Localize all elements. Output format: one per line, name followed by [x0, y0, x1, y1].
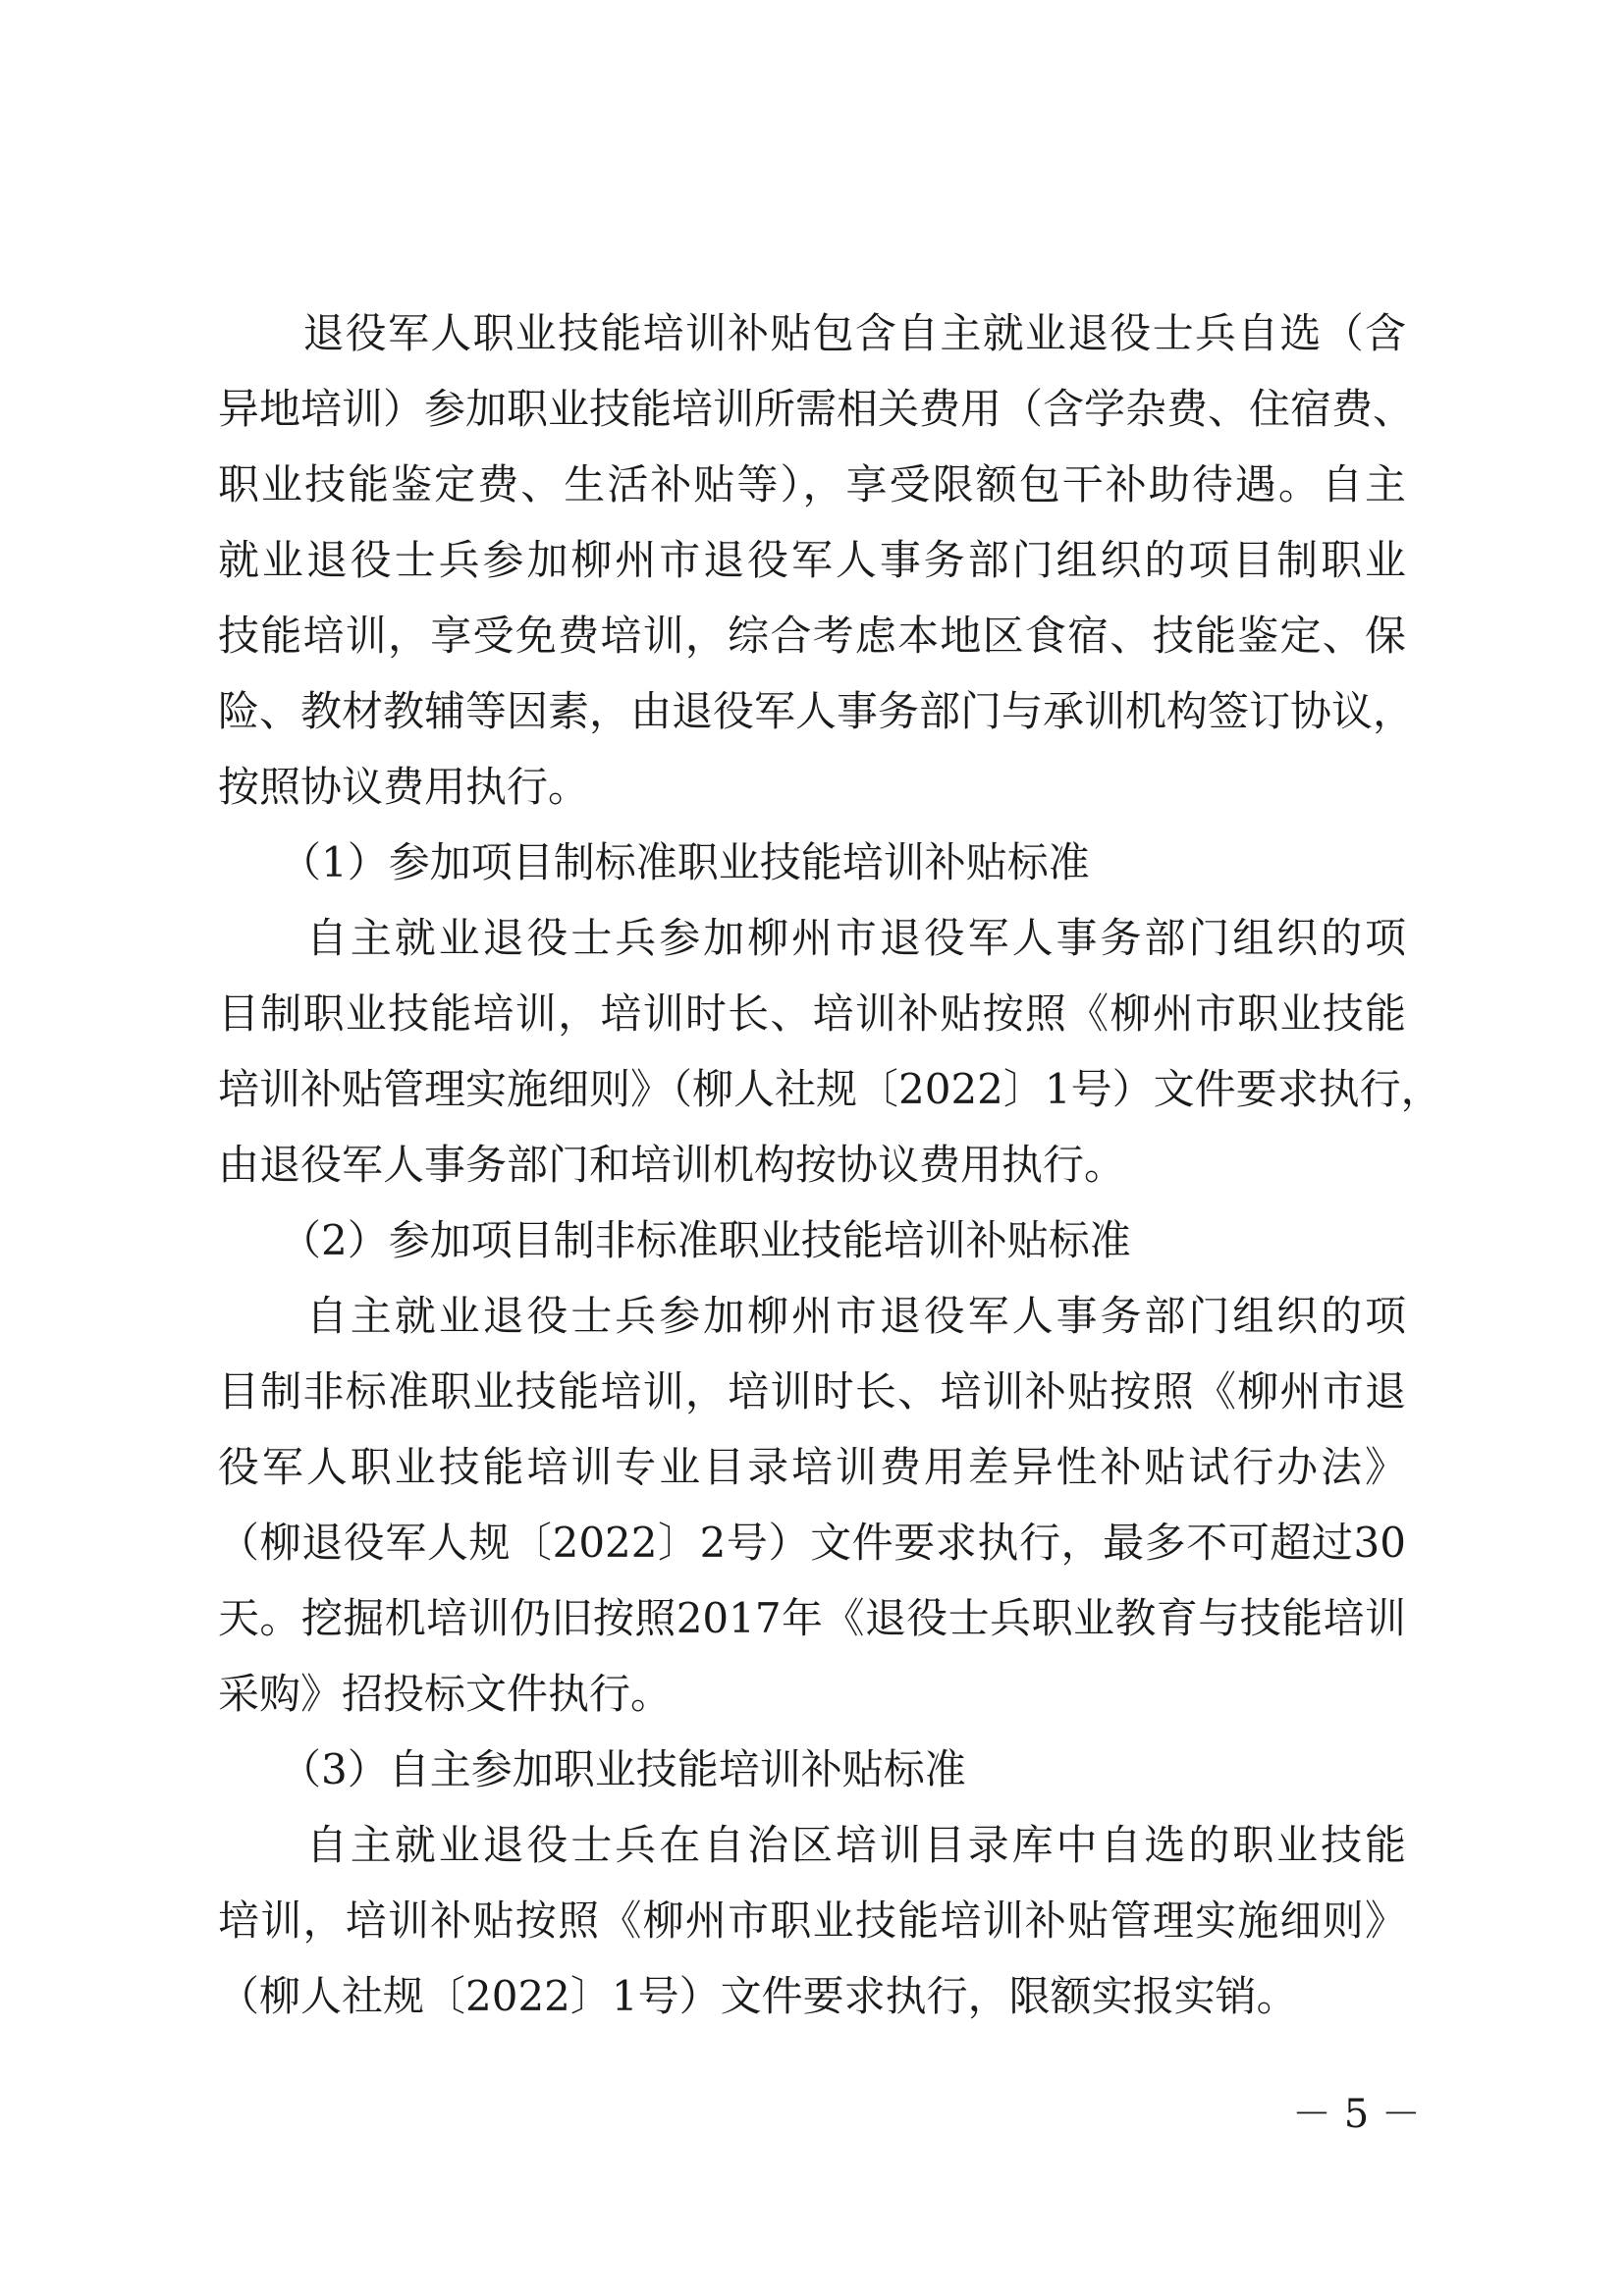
- body-text-line: 异地培训）参加职业技能培训所需相关费用（含学杂费、住宿费、: [218, 385, 1415, 433]
- body-text-line: 由退役军人事务部门和培训机构按协议费用执行。: [218, 1141, 1126, 1189]
- body-text-line: 退役军人职业技能培训补贴包含自主就业退役士兵自选（含: [218, 309, 1406, 357]
- body-text-line: 役军人职业技能培训专业目录培训费用差异性补贴试行办法》: [218, 1443, 1406, 1491]
- body-text-line: 培训补贴管理实施细则》（柳人社规〔2022〕1号）文件要求执行，: [218, 1065, 1442, 1113]
- body-text-line: 培训，培训补贴按照《柳州市职业技能培训补贴管理实施细则》: [218, 1896, 1406, 1945]
- body-text-line: 按照协议费用执行。: [218, 763, 590, 811]
- section-heading: （3）自主参加职业技能培训补贴标准: [218, 1745, 966, 1793]
- section-heading: （2）参加项目制非标准职业技能培训补贴标准: [218, 1216, 1131, 1264]
- page-number: － 5 －: [1292, 2092, 1421, 2137]
- body-text-line: 目制职业技能培训，培训时长、培训补贴按照《柳州市职业技能: [218, 989, 1406, 1038]
- body-text-line: 自主就业退役士兵在自治区培训目录库中自选的职业技能: [218, 1821, 1406, 1869]
- section-heading: （1）参加项目制标准职业技能培训补贴标准: [218, 838, 1090, 886]
- body-text-line: 采购》招投标文件执行。: [218, 1670, 673, 1718]
- body-text-line: 自主就业退役士兵参加柳州市退役军人事务部门组织的项: [218, 1292, 1406, 1340]
- body-text-line: 职业技能鉴定费、生活补贴等），享受限额包干补助待遇。自主: [218, 460, 1406, 508]
- body-text-line: 天。挖掘机培训仍旧按照2017年《退役士兵职业教育与技能培训: [218, 1594, 1406, 1642]
- body-text-line: 就业退役士兵参加柳州市退役军人事务部门组织的项目制职业: [218, 536, 1406, 584]
- body-text-line: 险、教材教辅等因素，由退役军人事务部门与承训机构签订协议，: [218, 687, 1415, 735]
- body-text-line: 目制非标准职业技能培训，培训时长、培训补贴按照《柳州市退: [218, 1367, 1406, 1415]
- body-text-line: 自主就业退役士兵参加柳州市退役军人事务部门组织的项: [218, 914, 1406, 962]
- body-text-line: （柳人社规〔2022〕1号）文件要求执行，限额实报实销。: [218, 1972, 1298, 2020]
- body-text-line: （柳退役军人规〔2022〕2号）文件要求执行，最多不可超过30: [218, 1519, 1406, 1567]
- body-text-line: 技能培训，享受免费培训，综合考虑本地区食宿、技能鉴定、保: [218, 612, 1406, 660]
